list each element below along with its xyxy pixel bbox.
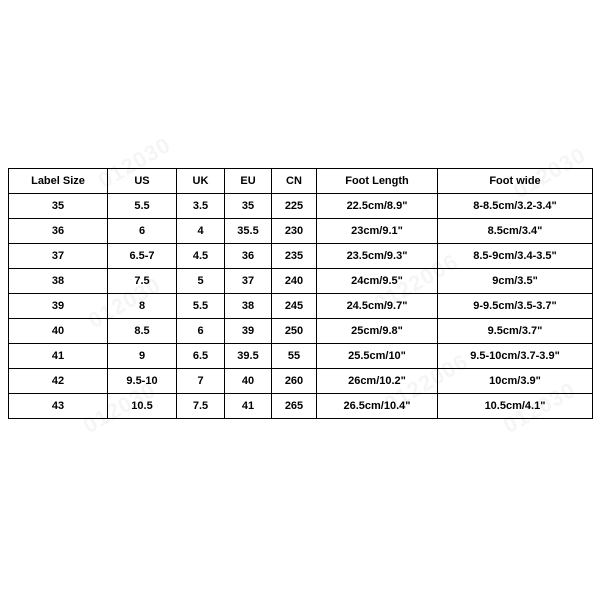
table-cell: 40	[9, 319, 108, 344]
table-row	[9, 344, 593, 369]
table-cell: 37	[225, 269, 272, 294]
table-cell: 225	[272, 194, 317, 219]
table-cell: 24cm/9.5"	[317, 269, 438, 294]
table-cell: 260	[272, 369, 317, 394]
column-header: Label Size	[9, 169, 108, 194]
table-cell: 8	[108, 294, 177, 319]
table-row	[9, 294, 593, 319]
table-cell: 38	[9, 269, 108, 294]
table-cell: 8.5cm/3.4"	[438, 219, 593, 244]
table-cell: 8-8.5cm/3.2-3.4"	[438, 194, 593, 219]
table-cell: 10cm/3.9"	[438, 369, 593, 394]
table-row	[9, 194, 593, 219]
table-cell: 38	[225, 294, 272, 319]
table-row	[9, 319, 593, 344]
table-cell: 9.5-10cm/3.7-3.9"	[438, 344, 593, 369]
table-cell: 41	[9, 344, 108, 369]
table-cell: 250	[272, 319, 317, 344]
table-cell: 5.5	[108, 194, 177, 219]
table-cell: 9	[108, 344, 177, 369]
table-cell: 265	[272, 394, 317, 419]
table-cell: 39.5	[225, 344, 272, 369]
table-cell: 245	[272, 294, 317, 319]
table-cell: 26.5cm/10.4"	[317, 394, 438, 419]
table-cell: 23.5cm/9.3"	[317, 244, 438, 269]
table-cell: 8.5-9cm/3.4-3.5"	[438, 244, 593, 269]
table-cell: 6.5	[177, 344, 225, 369]
table-cell: 7	[177, 369, 225, 394]
table-cell: 35.5	[225, 219, 272, 244]
table-cell: 41	[225, 394, 272, 419]
table-cell: 39	[9, 294, 108, 319]
column-header: UK	[177, 169, 225, 194]
column-header: US	[108, 169, 177, 194]
table-row	[9, 394, 593, 419]
table-cell: 5.5	[177, 294, 225, 319]
table-header-row	[9, 169, 593, 194]
table-cell: 42	[9, 369, 108, 394]
table-cell: 9cm/3.5"	[438, 269, 593, 294]
table-cell: 22.5cm/8.9"	[317, 194, 438, 219]
size-chart-table	[8, 168, 593, 419]
table-cell: 7.5	[108, 269, 177, 294]
table-cell: 6.5-7	[108, 244, 177, 269]
table-row	[9, 244, 593, 269]
table-cell: 4	[177, 219, 225, 244]
table-cell: 10.5	[108, 394, 177, 419]
table-cell: 5	[177, 269, 225, 294]
table-cell: 35	[225, 194, 272, 219]
table-row	[9, 219, 593, 244]
table-cell: 26cm/10.2"	[317, 369, 438, 394]
table-row	[9, 369, 593, 394]
table-cell: 8.5	[108, 319, 177, 344]
table-cell: 25cm/9.8"	[317, 319, 438, 344]
column-header: CN	[272, 169, 317, 194]
table-cell: 7.5	[177, 394, 225, 419]
table-cell: 4.5	[177, 244, 225, 269]
table-cell: 240	[272, 269, 317, 294]
table-cell: 230	[272, 219, 317, 244]
table-cell: 36	[9, 219, 108, 244]
table-cell: 40	[225, 369, 272, 394]
table-cell: 6	[108, 219, 177, 244]
table-cell: 9.5cm/3.7"	[438, 319, 593, 344]
table-row	[9, 269, 593, 294]
table-cell: 10.5cm/4.1"	[438, 394, 593, 419]
table-cell: 9-9.5cm/3.5-3.7"	[438, 294, 593, 319]
column-header: Foot wide	[438, 169, 593, 194]
column-header: EU	[225, 169, 272, 194]
table-cell: 55	[272, 344, 317, 369]
table-cell: 9.5-10	[108, 369, 177, 394]
table-cell: 35	[9, 194, 108, 219]
table-cell: 3.5	[177, 194, 225, 219]
column-header: Foot Length	[317, 169, 438, 194]
table-cell: 24.5cm/9.7"	[317, 294, 438, 319]
table-cell: 235	[272, 244, 317, 269]
table-cell: 23cm/9.1"	[317, 219, 438, 244]
table-cell: 37	[9, 244, 108, 269]
table-cell: 6	[177, 319, 225, 344]
table-cell: 43	[9, 394, 108, 419]
table-cell: 25.5cm/10"	[317, 344, 438, 369]
table-cell: 39	[225, 319, 272, 344]
table-cell: 36	[225, 244, 272, 269]
